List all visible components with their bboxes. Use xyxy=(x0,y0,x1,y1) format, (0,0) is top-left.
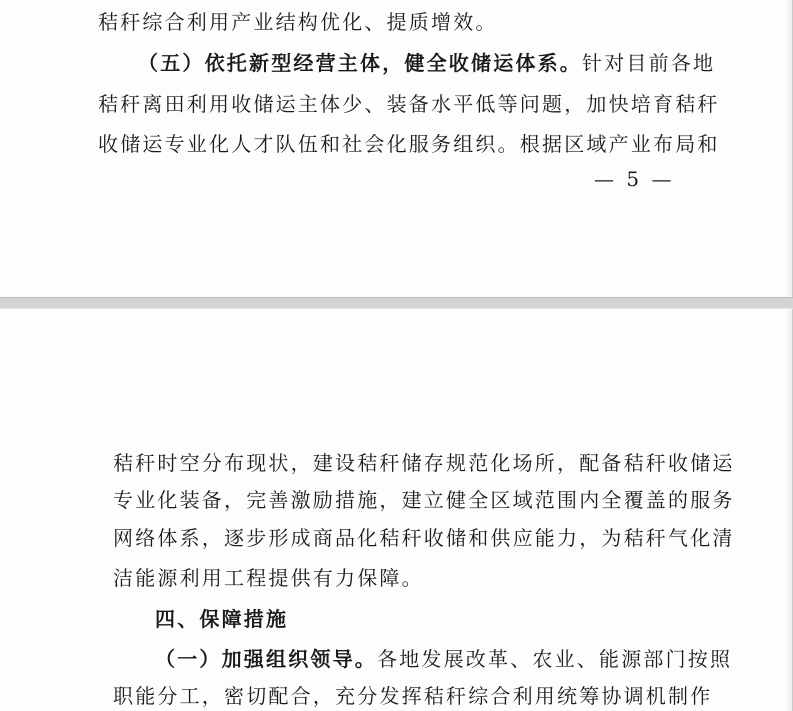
paragraph-heading-line xyxy=(138,50,715,76)
page-6 xyxy=(0,309,793,711)
page-edge xyxy=(786,309,792,711)
text-line: 洁能源利用工程提供有力保障。 xyxy=(113,566,424,590)
paragraph-heading: （一）加强组织领导。 xyxy=(155,647,377,671)
text-line: 专业化装备，完善激励措施，建立健全区域范围内全覆盖的服务 xyxy=(113,488,735,512)
section-heading: 四、保障措施 xyxy=(155,607,289,631)
text-line: 职能分工，密切配合，充分发挥秸秆综合利用统筹协调机制作 xyxy=(113,684,713,708)
text-line: 收储运专业化人才队伍和社会化服务组织。根据区域产业布局和 xyxy=(98,132,720,156)
page-edge xyxy=(786,0,792,297)
page-5 xyxy=(0,0,793,297)
paragraph-heading: （五）依托新型经营主体，健全收储运体系。 xyxy=(138,51,582,75)
text-line: 秸秆综合利用产业结构优化、提质增效。 xyxy=(98,10,498,34)
paragraph-heading-line xyxy=(155,646,732,672)
page-number: — 5 — xyxy=(594,167,675,191)
text-line: 秸秆离田利用收储运主体少、装备水平低等问题，加快培育秸秆 xyxy=(98,92,720,116)
text-span: 各地发展改革、农业、能源部门按照 xyxy=(377,647,733,671)
text-line: 网络体系，逐步形成商品化秸秆收储和供应能力，为秸秆气化清 xyxy=(113,526,735,550)
page-separator xyxy=(0,297,793,309)
text-span: 针对目前各地 xyxy=(582,51,716,75)
text-line: 秸秆时空分布现状，建设秸秆储存规范化场所，配备秸秆收储运 xyxy=(113,451,735,475)
